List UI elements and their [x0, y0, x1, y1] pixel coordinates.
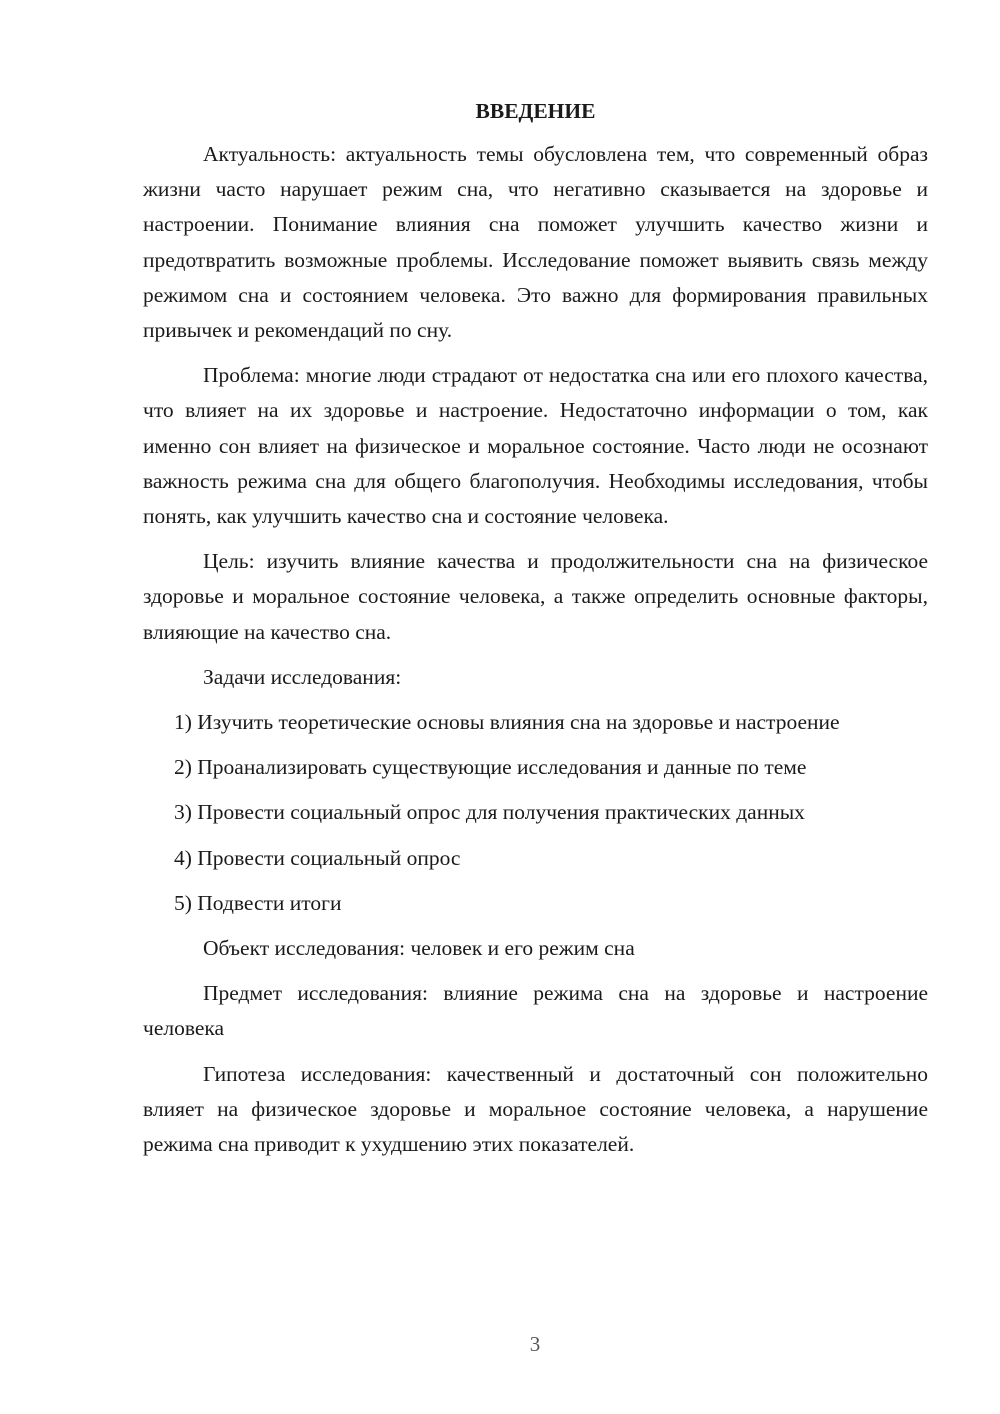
relevance-paragraph: Актуальность: актуальность темы обусловлена тем, что современный образ жизни часто нарушает режим сна, что негативно сказывается на здоровье и настроении. Понимание влияния сна поможет улучшить качество жизни и предотвратить возможные проблемы. Исследование поможет выявить связь между режимом сна и состоянием человека. Это важно для формирования правильных привычек и рекомендаций по сну. [143, 142, 928, 343]
section-title: ВВЕДЕНИЕ [475, 99, 596, 123]
task-item-3: 3) Провести социальный опрос для получения практических данных [174, 800, 805, 825]
document-page [143, 93, 928, 1172]
page-number: 3 [529, 1332, 541, 1356]
task-item-5: 5) Подвести итоги [174, 890, 342, 915]
goal-paragraph: Цель: изучить влияние качества и продолжительности сна на физическое здоровье и моральное состояние человека, а также определить основные факторы, влияющие на качество сна. [143, 549, 928, 644]
problem-paragraph: Проблема: многие люди страдают от недостатка сна или его плохого качества, что влияет на их здоровье и настроение. Недостаточно информации о том, как именно сон влияет на физическое и моральное состояние. Часто люди не осознают важность режима сна для общего благополучия. Необходимы исследования, чтобы понять, как улучшить качество сна и состояние человека. [143, 363, 928, 529]
task-item-4: 4) Провести социальный опрос [174, 845, 461, 870]
research-subject: Предмет исследования: влияние режима сна на здоровье и настроение человека [143, 981, 928, 1041]
research-object: Объект исследования: человек и его режим сна [203, 936, 635, 961]
task-item-2: 2) Проанализировать существующие исследования и данные по теме [174, 755, 807, 780]
task-item-1: 1) Изучить теоретические основы влияния сна на здоровье и настроение [174, 710, 840, 735]
research-hypothesis: Гипотеза исследования: качественный и достаточный сон положительно влияет на физическое здоровье и моральное состояние человека, а нарушение режима сна приводит к ухудшению этих показателей. [143, 1061, 928, 1157]
tasks-heading: Задачи исследования: [203, 664, 402, 689]
